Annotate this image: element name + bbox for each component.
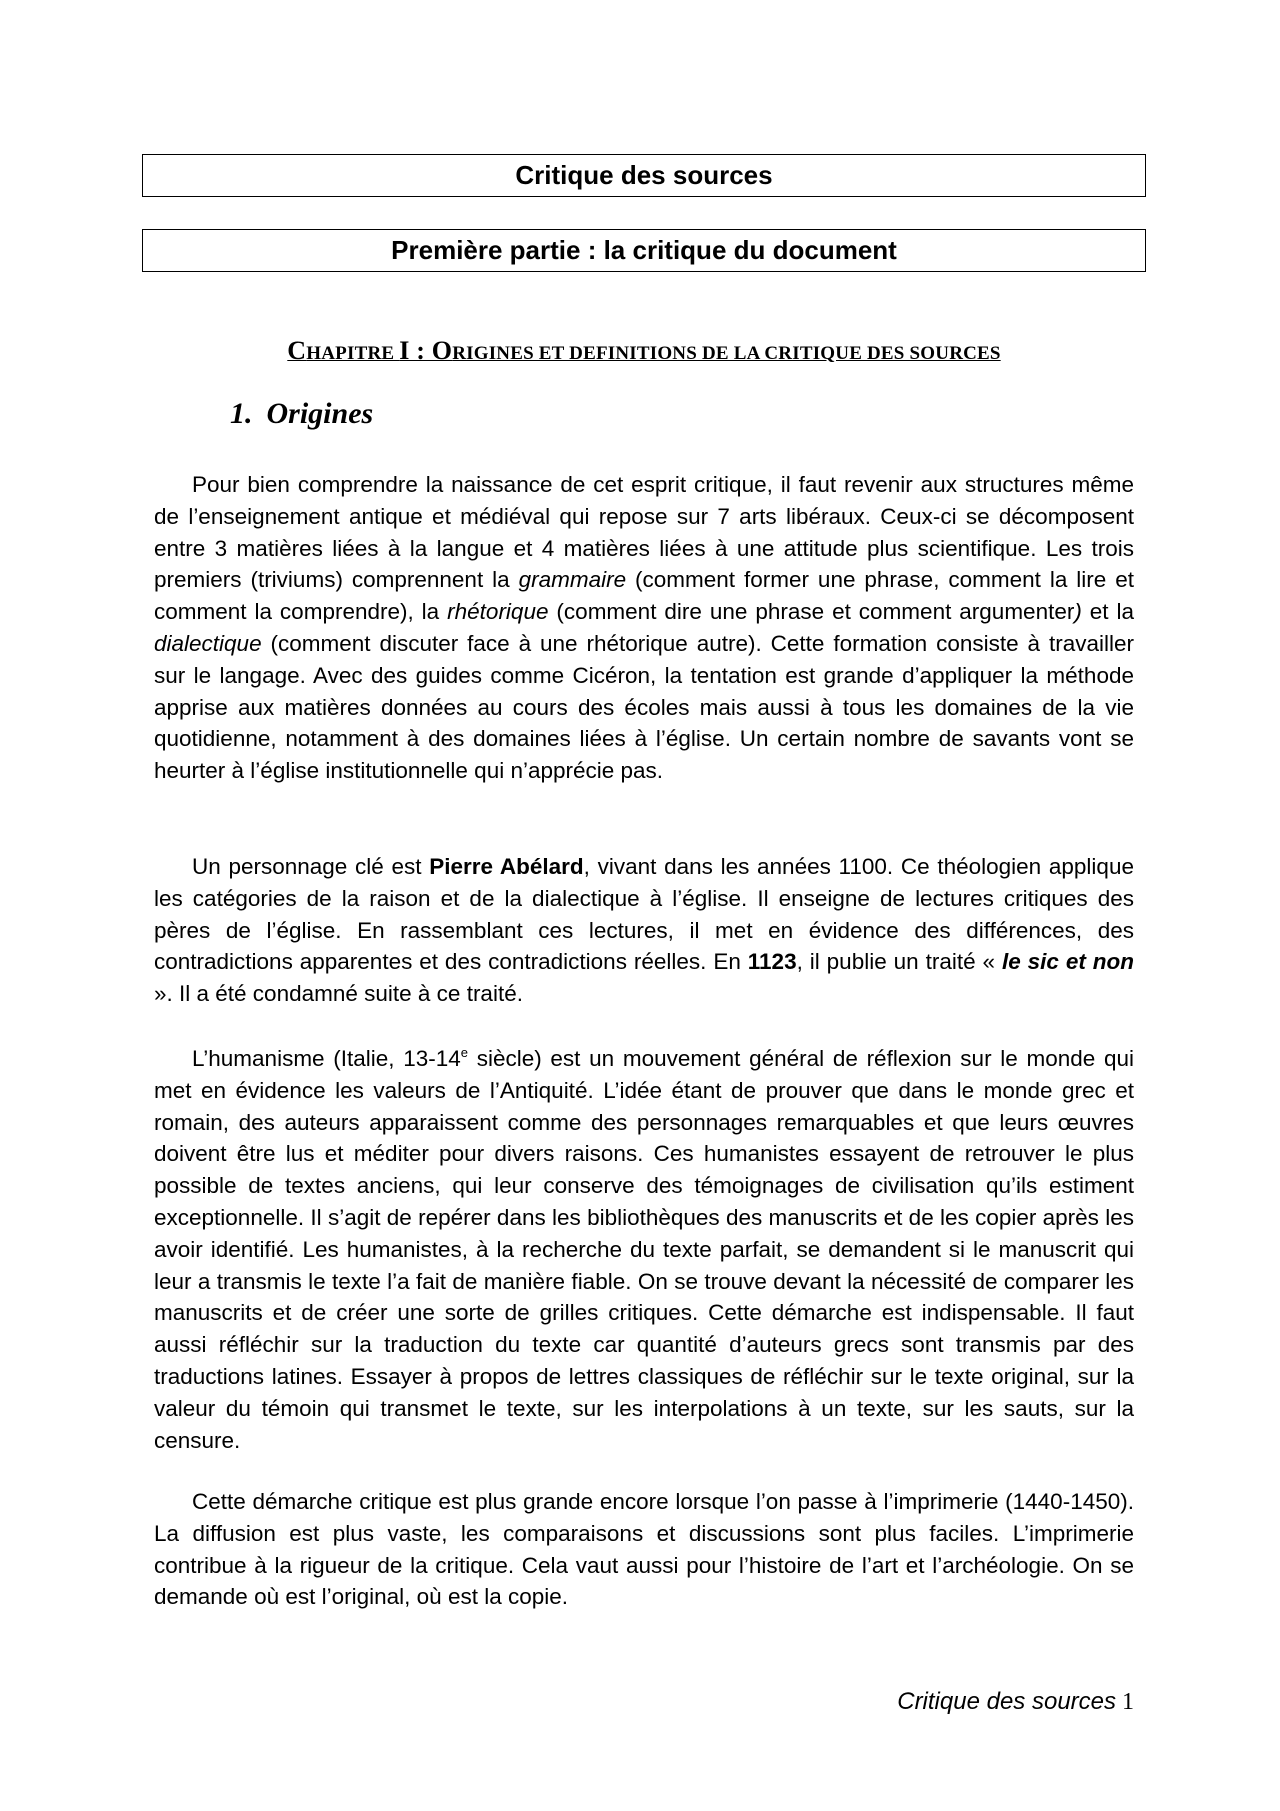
chapter-initial: C <box>287 336 307 365</box>
page-number: 1 <box>1122 1689 1134 1715</box>
section-heading <box>230 397 373 431</box>
paragraph-abelard: Un personnage clé est Pierre Abélard, vivant dans les années 1100. Ce théologien applique les catégories de la raison et de la dialectique à l’église. Il enseigne de lectures critiques des pères de l’église. En rassemblant ces lectures, il met en évidence des différences, des contradictions apparentes et des contradictions réelles. En 1123, il publie un traité « le sic et non ». Il a été condamné suite à ce traité. <box>154 854 1134 1007</box>
page-footer <box>897 1688 1134 1716</box>
section-title: Origines <box>266 397 374 430</box>
part-title: Première partie : la critique du document <box>391 235 897 265</box>
chapter-title: RIGINES ET DEFINITIONS DE LA CRITIQUE DES SOURCES <box>452 343 1001 364</box>
chapter-word: HAPITRE <box>306 343 400 364</box>
chapter-number: I : O <box>399 336 453 365</box>
section-number: 1. <box>230 397 253 430</box>
chapter-heading <box>142 336 1146 366</box>
part-title-box <box>142 229 1146 272</box>
paragraph-arts-liberaux: Pour bien comprendre la naissance de cet esprit critique, il faut revenir aux structures même de l’enseignement antique et médiéval qui repose sur 7 arts libéraux. Ceux-ci se décomposent entre 3 matières liées à la langue et 4 matières liées à une attitude plus scientifique. Les trois premiers (triviums) comprennent la grammaire (comment former une phrase, comment la lire et comment la comprendre), la rhétorique (comment dire une phrase et comment argumenter) et la dialectique (comment discuter face à une rhétorique autre). Cette formation consiste à travailler sur le langage. Avec des guides comme Cicéron, la tentation est grande d’appliquer la méthode apprise aux matières données au cours des écoles mais aussi à tous les domaines de la vie quotidienne, notamment à des domaines liées à l’église. Un certain nombre de savants vont se heurter à l’église institutionnelle qui n’apprécie pas. <box>154 472 1135 784</box>
footer-title: Critique des sources <box>897 1688 1116 1715</box>
paragraph-humanisme: L’humanisme (Italie, 13-14e siècle) est un mouvement général de réflexion sur le monde qui met en évidence les valeurs de l’Antiquité. L’idée étant de prouver que dans le monde grec et romain, des auteurs apparaissent comme des personnages remarquables et que leurs œuvres doivent être lus et méditer pour divers raisons. Ces humanistes essayent de retrouver le plus possible de textes anciens, qui leur conserve des témoignages de civilisation qu’ils estiment exceptionnelle. Il s’agit de repérer dans les bibliothèques des manuscrits et de les copier après les avoir identifié. Les humanistes, à la recherche du texte parfait, se demandent si le manuscrit qui leur a transmis le texte l’a fait de manière fiable. On se trouve devant la nécessité de comparer les manuscrits et de créer une sorte de grilles critiques. Cette démarche est indispensable. Il faut aussi réfléchir sur la traduction du texte car quantité d’auteurs grecs sont transmis par des traductions latines. Essayer à propos de lettres classiques de réfléchir sur le texte original, sur la valeur du témoin qui transmet le texte, sur les interpolations à un texte, sur les sauts, sur la censure. <box>154 1045 1134 1453</box>
document-title: Critique des sources <box>515 160 773 190</box>
paragraph-imprimerie: Cette démarche critique est plus grande encore lorsque l’on passe à l’imprimerie (1440-1450). La diffusion est plus vaste, les comparaisons et discussions sont plus faciles. L’imprimerie contribue à la rigueur de la critique. Cela vaut aussi pour l’histoire de l’art et l’archéologie. On se demande où est l’original, où est la copie. <box>154 1489 1134 1610</box>
document-title-box <box>142 154 1146 197</box>
